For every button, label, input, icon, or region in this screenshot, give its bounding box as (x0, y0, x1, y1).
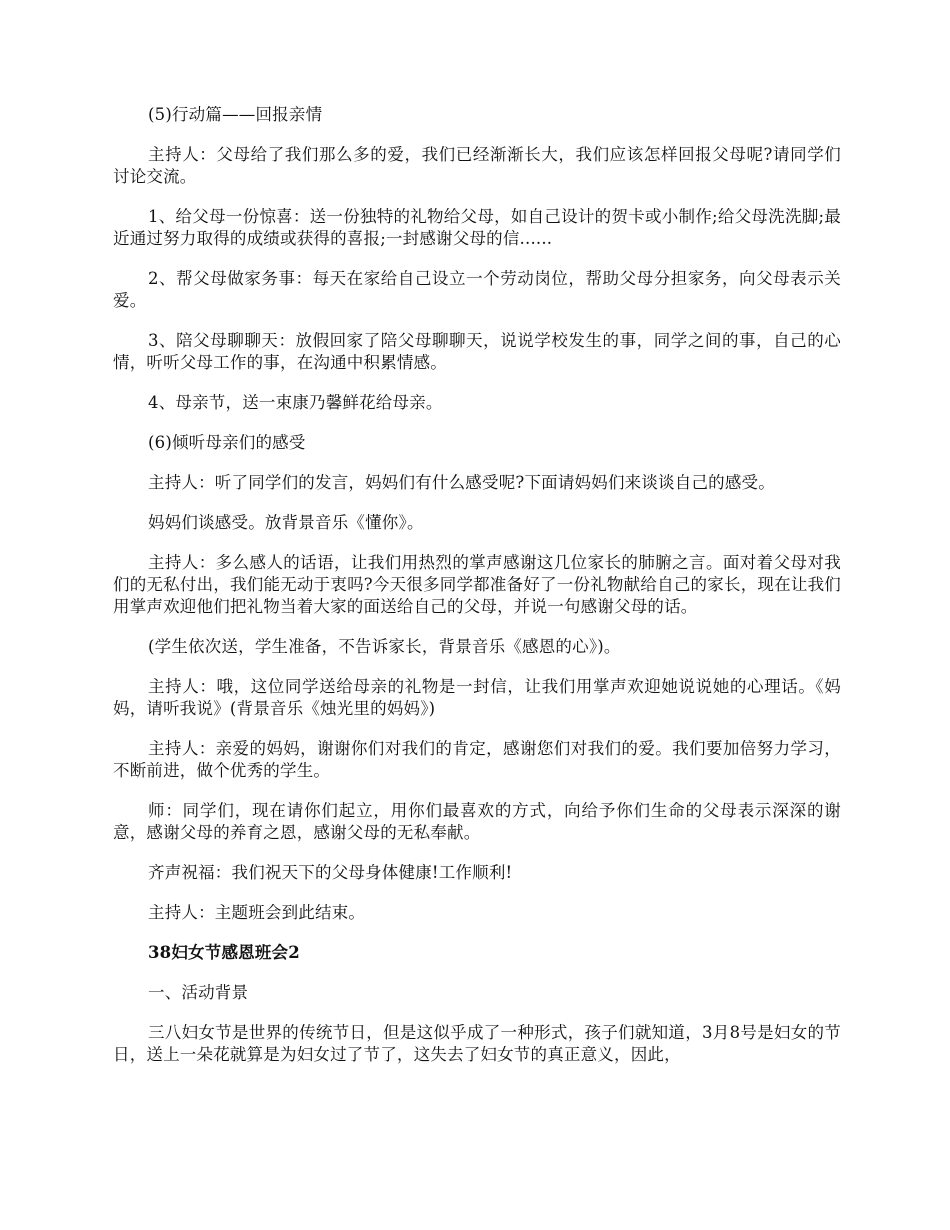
paragraph: (5)行动篇——回报亲情 (148, 105, 323, 124)
paragraph: 3、陪父母聊聊天：放假回家了陪父母聊聊天，说说学校发生的事，同学之间的事，自己的心情，听听父母工作的事，在沟通中积累情感。 (113, 331, 841, 372)
paragraph: 师：同学们，现在请你们起立，用你们最喜欢的方式，向给予你们生命的父母表示深深的谢意，感谢父母的养育之恩，感谢父母的无私奉献。 (113, 801, 841, 842)
paragraph: 三八妇女节是世界的传统节日，但是这似乎成了一种形式，孩子们就知道，3月8号是妇女的节日，送上一朵花就算是为妇女过了节了，这失去了妇女节的真正意义，因此， (113, 1023, 841, 1064)
section-subheading: 一、活动背景 (148, 983, 249, 1002)
paragraph: 齐声祝福：我们祝天下的父母身体健康!工作顺利! (148, 863, 513, 882)
paragraph: 4、母亲节，送一束康乃馨鲜花给母亲。 (148, 393, 443, 412)
paragraph: 主持人：哦，这位同学送给母亲的礼物是一封信，让我们用掌声欢迎她说说她的心理话。《妈妈，请听我说》(背景音乐《烛光里的妈妈》) (113, 677, 841, 718)
paragraph: 主持人：亲爱的妈妈，谢谢你们对我们的肯定，感谢您们对我们的爱。我们要加倍努力学习，不断前进，做个优秀的学生。 (113, 739, 841, 780)
section-title: 38妇女节感恩班会2 (148, 943, 300, 962)
section-subheading: (6)倾听母亲们的感受 (148, 433, 306, 452)
document-page (113, 104, 841, 1084)
paragraph: 1、给父母一份惊喜：送一份独特的礼物给父母，如自己设计的贺卡或小制作;给父母洗洗脚;最近通过努力取得的成绩或获得的喜报;一封感谢父母的信...... (113, 207, 841, 248)
paragraph: (学生依次送，学生准备，不告诉家长，背景音乐《感恩的心》)。 (148, 637, 621, 656)
paragraph: 主持人：主题班会到此结束。 (148, 903, 366, 922)
paragraph: 主持人：父母给了我们那么多的爱，我们已经渐渐长大，我们应该怎样回报父母呢?请同学们讨论交流。 (113, 145, 841, 186)
paragraph: 主持人：听了同学们的发言，妈妈们有什么感受呢?下面请妈妈们来谈谈自己的感受。 (148, 473, 775, 492)
paragraph: 主持人：多么感人的话语，让我们用热烈的掌声感谢这几位家长的肺腑之言。面对着父母对我们的无私付出，我们能无动于衷吗?今天很多同学都准备好了一份礼物献给自己的家长，现在让我们用掌声欢迎他们把礼物当着大家的面送给自己的父母，并说一句感谢父母的话。 (113, 553, 841, 616)
paragraph: 妈妈们谈感受。放背景音乐《懂你》。 (148, 513, 424, 532)
paragraph: 2、帮父母做家务事：每天在家给自己设立一个劳动岗位，帮助父母分担家务，向父母表示关爱。 (113, 269, 841, 310)
